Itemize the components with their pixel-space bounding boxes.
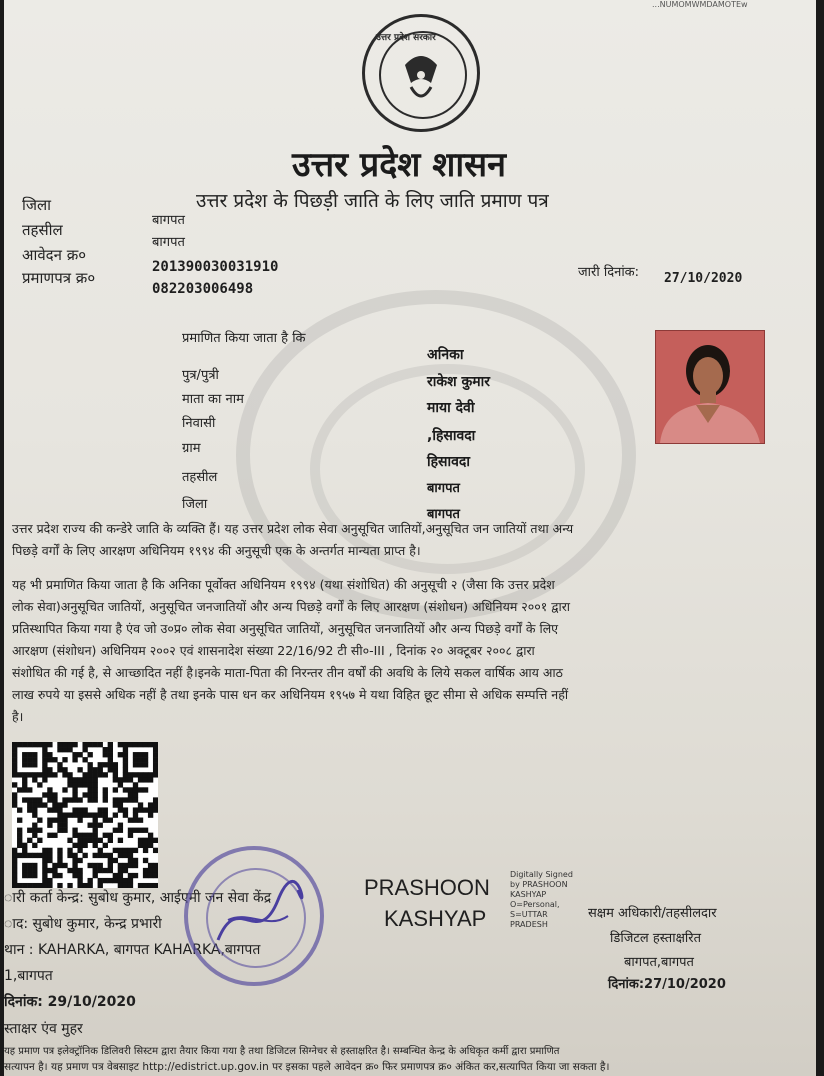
issue-date-label: जारी दिनांक:	[578, 265, 640, 280]
issue-date-value: 27/10/2020	[664, 271, 743, 286]
father-name-value: राकेश कुमार	[427, 374, 490, 390]
footer-line-1: यह प्रमाण पत्र इलेक्ट्रॉनिक डिलिवरी सिस्टम द्वारा तैयार किया गया है तथा डिजिटल सिग्नेचर से हस्ताक्षरित है। सम्बन्धित केन्द्र के अधिकृत कर्मी द्वारा प्रमाणित	[4, 1046, 560, 1057]
relation-label: पुत्र/पुत्री	[182, 368, 219, 383]
official-stamp	[184, 846, 324, 986]
signature-details: Digitally Signed by PRASHOON KASHYAP O=Personal, S=UTTAR PRADESH	[510, 870, 573, 929]
application-label: आवेदन क्र०	[22, 246, 87, 264]
paragraph-line: आरक्षण (संशोधन) अधिनियम २००२ एवं शासनादेश संख्या 22/16/92 टी सी०-III , दिनांक २० अक्टूबर २००८ द्वारा	[12, 643, 535, 658]
issuer-centre: ारी कर्ता केन्द्र: सुबोध कुमार, आईएमी जन सेवा केंद्र	[4, 890, 272, 906]
resident-value: ,हिसावदा	[427, 428, 476, 444]
applicant-photo	[655, 330, 765, 444]
paragraph-line: यह भी प्रमाणित किया जाता है कि अनिका पूर्वोक्त अधिनियम १९९४ (यथा संशोधित) की अनुसूची २ (जैसा कि उत्तर प्रदेश	[12, 577, 555, 592]
application-number: 201390030031910	[152, 259, 279, 275]
detail-tehsil-value: बागपत	[427, 481, 460, 496]
village-label: ग्राम	[182, 441, 201, 456]
paragraph-line: उत्तर प्रदेश राज्य की कन्डेरे जाति के व्यक्ति हैं। यह उत्तर प्रदेश लोक सेवा अनुसूचित जातियों,अनुसूचित जन जातियों तथा अन्य	[12, 521, 574, 536]
detail-tehsil-label: तहसील	[182, 470, 218, 485]
footer-line-2: सत्यापन है। यह प्रमाण पत्र वेबसाइट http://edistrict.up.gov.in पर इसका पहले आवेदन क्र० फिर प्रमाणपत्र क्र० अंकित कर,सत्यापित किया जा सकता है।	[4, 1061, 610, 1073]
district-value: बागपत	[152, 213, 185, 228]
page-title: उत्तर प्रदेश शासन	[292, 145, 507, 185]
paragraph-line: है।	[12, 709, 24, 724]
emblem-text: उत्तर प्रदेश सरकार	[376, 33, 436, 43]
authority-date: दिनांक:27/10/2020	[608, 977, 726, 992]
village-value: हिसावदा	[427, 454, 470, 470]
certificate-number: 082203006498	[152, 281, 254, 297]
certificate-label: प्रमाणपत्र क्र०	[22, 269, 96, 287]
tehsil-label: तहसील	[22, 221, 63, 239]
paragraph-line: लोक सेवा)अनुसूचित जातियों, अनुसूचित जनजातियों और अन्य पिछड़े वर्गों के लिए आरक्षण (संशोधन) अधिनियम २००१ द्वारा	[12, 599, 571, 614]
resident-label: निवासी	[182, 416, 216, 431]
signer-name-line2: KASHYAP	[384, 906, 487, 931]
paragraph-certification	[12, 574, 812, 728]
qr-code	[12, 742, 158, 888]
authority-title: सक्षम अधिकारी/तहसीलदार	[588, 906, 717, 921]
issuer-sign-label: स्ताक्षर एंव मुहर	[4, 1021, 83, 1037]
issuer-place: थान : KAHARKA, बागपत KAHARKA,बागपत	[4, 942, 261, 958]
paragraph-caste	[12, 518, 812, 562]
intro-label: प्रमाणित किया जाता है कि	[182, 331, 306, 346]
issuer-district: 1,बागपत	[4, 968, 53, 984]
authority-place: बागपत,बागपत	[624, 955, 694, 970]
paragraph-line: लाख रुपये या इससे अधिक नहीं है तथा इनके पास धन कर अधिनियम १९५७ मे यथा विहित छूट सीमा से अधिक सम्पत्ति नहीं	[12, 687, 569, 702]
signer-name-line1: PRASHOON	[364, 875, 490, 900]
district-label: जिला	[22, 196, 52, 214]
certificate-page	[4, 0, 816, 1076]
paragraph-line: प्रतिस्थापित किया गया है एंव जो उ०प्र० लोक सेवा अनुसूचित जातियों, अनुसूचित जनजातियों और अन्य पिछड़े वर्गों के लिए	[12, 621, 559, 636]
paragraph-line: पिछड़े वर्गों के लिए आरक्षण अधिनियम १९९४ की अनुसूची एक के अन्तर्गत मान्यता प्राप्त है।	[12, 543, 421, 558]
mother-name-value: माया देवी	[427, 400, 475, 416]
detail-district-value: बागपत	[427, 507, 460, 522]
authority-sign-label: डिजिटल हस्ताक्षरित	[610, 931, 701, 946]
mother-label: माता का नाम	[182, 392, 244, 407]
issuer-officer: ाद: सुबोध कुमार, केन्द्र प्रभारी	[4, 916, 162, 932]
issuer-date: दिनांक: 29/10/2020	[4, 994, 136, 1010]
detail-district-label: जिला	[182, 497, 208, 512]
name-value: अनिका	[427, 347, 464, 363]
paragraph-line: संशोधित की गई है, से आच्छादित नहीं है।इनके माता-पिता की निरन्तर तीन वर्षों की अवधि के लिये सकल वार्षिक आय आठ	[12, 665, 563, 680]
tehsil-value: बागपत	[152, 235, 185, 250]
corner-text: ...NUMOMWMDAMOTEw	[652, 0, 748, 9]
certificate-subtitle: उत्तर प्रदेश के पिछड़ी जाति के लिए जाति प्रमाण पत्र	[196, 190, 549, 212]
